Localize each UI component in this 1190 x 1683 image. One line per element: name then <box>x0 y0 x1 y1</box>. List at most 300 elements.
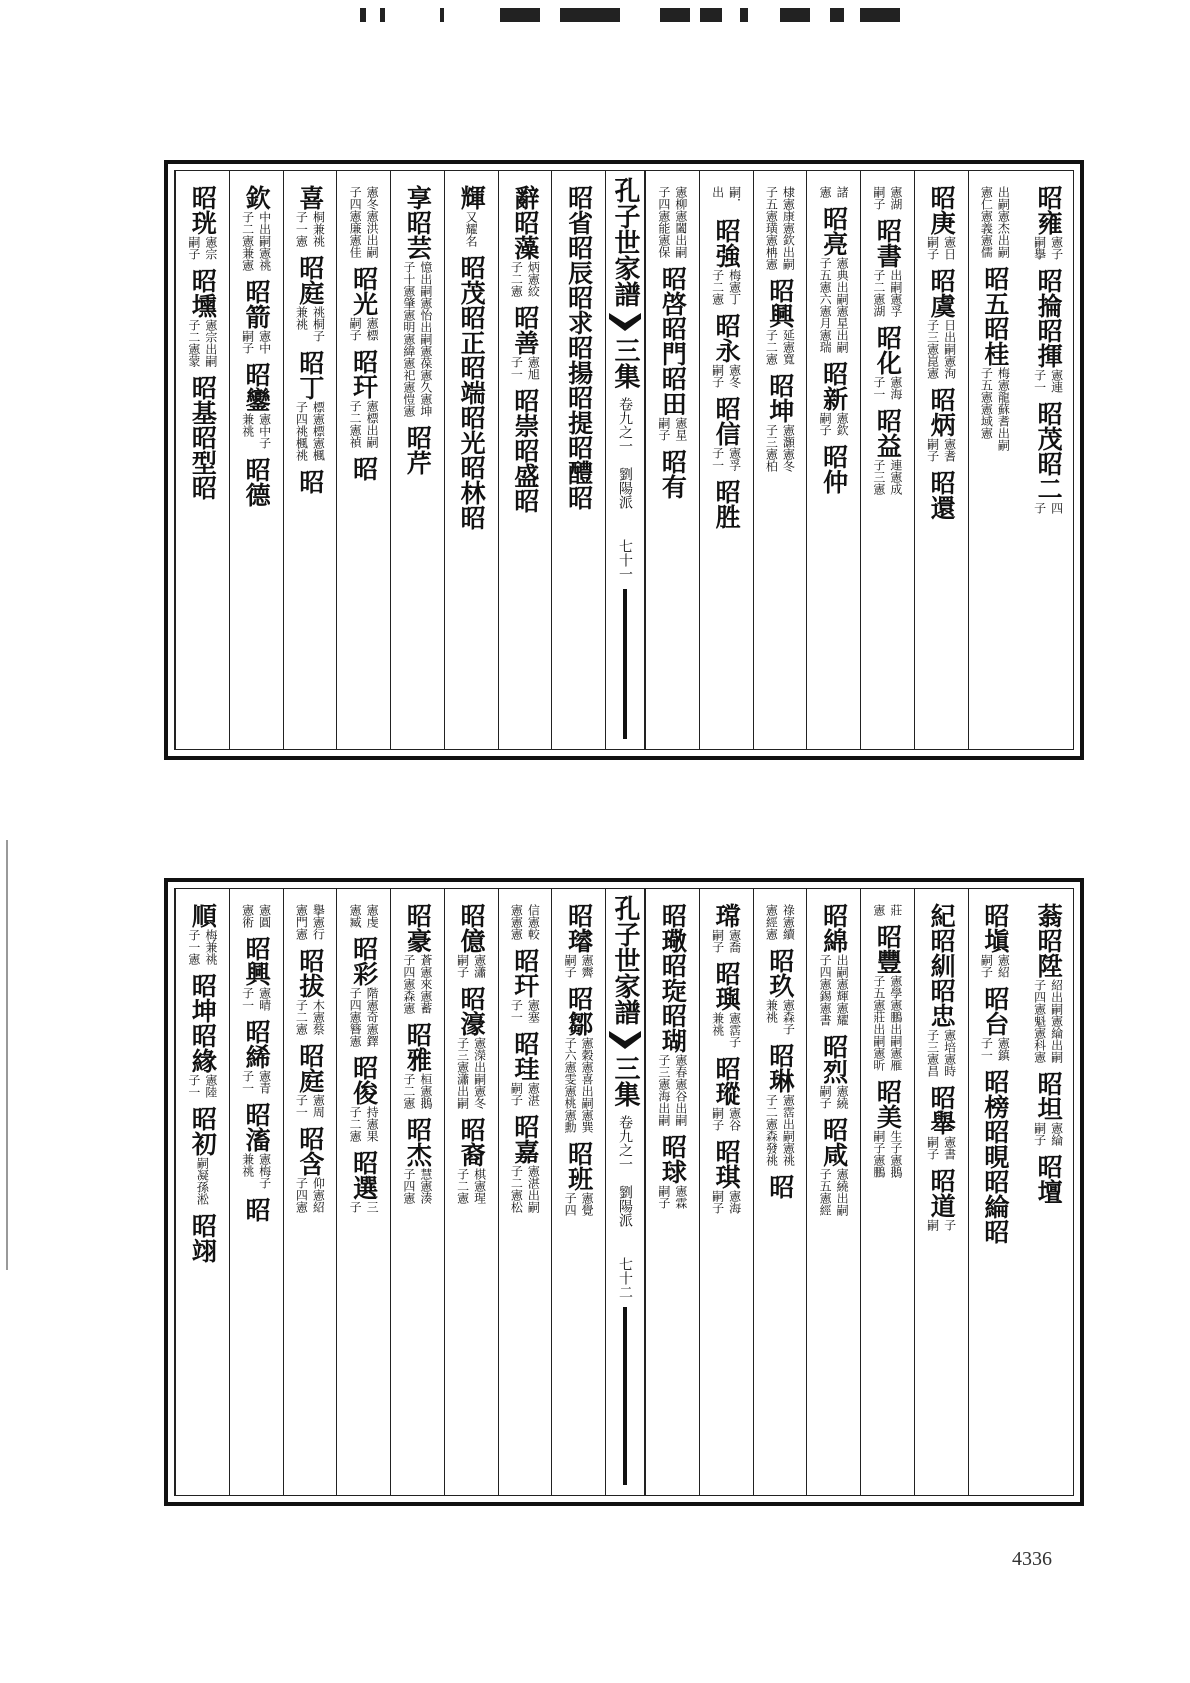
banner-collection: 三集 <box>610 337 640 389</box>
genealogy-entry <box>565 385 593 435</box>
entry-annotation: 憲星 嗣子 <box>656 417 688 441</box>
genealogy-column <box>229 889 283 1495</box>
banner-branch: 劉陽派 <box>617 467 633 509</box>
entry-name: 昭緣 <box>188 1023 218 1073</box>
genealogy-entry <box>402 1022 433 1117</box>
genealogy-entry <box>658 449 686 499</box>
genealogy-entry <box>764 903 795 948</box>
entry-annotation: 憲春憲谷出嗣 子三憲海出嗣 <box>656 1054 688 1126</box>
genealogy-entry <box>241 185 272 279</box>
entry-name: 昭坤 <box>765 373 795 423</box>
entry-name: 昭端 <box>457 355 487 405</box>
genealogy-entry <box>818 903 849 1034</box>
genealogy-entry <box>927 903 955 928</box>
genealogy-entry <box>1033 185 1064 268</box>
entry-annotation: 憲虔 憲臧 <box>348 904 380 928</box>
banner-branch: 劉陽派 <box>617 1185 633 1227</box>
genealogy-column <box>1021 889 1075 1495</box>
top-page-frame <box>164 160 1084 760</box>
genealogy-entry <box>294 903 325 948</box>
genealogy-entry <box>1034 903 1062 928</box>
entry-name: 昭璵 <box>712 961 742 1011</box>
entry-annotation: 階憲奇憲鐸 子四憲簪憲 <box>348 987 380 1047</box>
genealogy-entry <box>348 936 379 1055</box>
genealogy-entry <box>565 335 593 385</box>
entry-name: 昭 <box>510 488 540 513</box>
genealogy-entry <box>348 266 379 349</box>
genealogy-entry <box>242 457 270 507</box>
entry-annotation: 諸 憲 <box>818 186 850 198</box>
entry-annotation: 憲旭 子一 <box>509 356 541 380</box>
entry-annotation: 中出嗣憲祧 子二憲兼憲 <box>240 211 272 271</box>
entry-name: 昭舉 <box>927 1085 957 1135</box>
genealogy-entry <box>187 185 218 268</box>
entry-annotation: 憲冬 嗣子 <box>710 364 742 388</box>
entry-name: 昭掄 <box>1034 268 1064 318</box>
genealogy-entry <box>188 375 216 425</box>
entry-annotation: 憲標 嗣子 <box>348 317 380 341</box>
entry-name: 昭庚 <box>927 185 957 235</box>
entry-name: 昭茂 <box>1034 401 1064 451</box>
entry-annotation: 憲宗 嗣子 <box>186 236 218 260</box>
entry-name: 昭五 <box>980 266 1010 316</box>
genealogy-entry <box>764 948 795 1043</box>
entry-name: 昭道 <box>927 1168 957 1218</box>
entry-name: 昭 <box>765 1174 795 1199</box>
genealogy-entry <box>241 903 272 936</box>
entry-name: 紀 <box>927 903 957 928</box>
entry-name: 享 <box>403 185 433 210</box>
genealogy-entry <box>457 505 485 530</box>
entry-annotation: 延憲寬 子二憲 <box>764 329 796 365</box>
entry-annotation: 梅憲丁 子二憲 <box>710 269 742 305</box>
genealogy-entry <box>565 185 593 235</box>
entry-name: 昭炳 <box>927 387 957 437</box>
banner-folio: 七十二 <box>617 1257 633 1299</box>
entry-annotation: 憲森子 兼祧 <box>764 999 796 1035</box>
entry-annotation: 仰憲紹 子四憲 <box>294 1177 326 1213</box>
genealogy-column <box>806 171 860 749</box>
entry-name: 昭晛 <box>980 1119 1010 1169</box>
genealogy-entry <box>188 1106 216 1213</box>
genealogy-entry <box>457 305 485 355</box>
entry-name: 昭盛 <box>510 438 540 488</box>
entry-annotation: 憲欽 嗣子 <box>818 412 850 436</box>
genealogy-entry <box>563 1141 594 1224</box>
genealogy-entry <box>657 1134 688 1217</box>
genealogy-entry <box>766 1174 794 1199</box>
banner-rule <box>623 589 627 739</box>
genealogy-column <box>806 889 860 1495</box>
genealogy-column <box>229 171 283 749</box>
genealogy-entry <box>926 1085 957 1168</box>
genealogy-column <box>175 171 229 749</box>
entry-name: 昭拔 <box>295 948 325 998</box>
entry-name: 昭珖 <box>188 185 218 235</box>
entry-annotation: 祧桐子 兼祧 <box>294 306 326 342</box>
genealogy-entry <box>818 361 849 444</box>
scan-edge-line <box>6 840 8 1270</box>
genealogy-entry <box>294 185 325 255</box>
entry-annotation: 嗣凝孫淞 <box>195 1157 210 1205</box>
entry-annotation: 憲晴 子一 <box>240 987 272 1011</box>
entry-name: 昭茂 <box>457 255 487 305</box>
genealogy-column <box>699 889 753 1495</box>
banner-folio: 七十一 <box>617 539 633 581</box>
genealogy-entry <box>187 1023 218 1106</box>
entry-annotation: 慧憲湊 子四憲 <box>401 1168 433 1204</box>
entry-annotation: 憲湛 嗣子 <box>509 1082 541 1106</box>
entry-annotation: 蒼憲來憲蓄 子四憲森憲 <box>401 954 433 1014</box>
entry-name: 昭瑽 <box>712 1056 742 1106</box>
spine-banner <box>605 171 645 749</box>
page-number: 4336 <box>1012 1548 1052 1570</box>
entry-name: 昭崇 <box>510 388 540 438</box>
genealogy-entry <box>565 485 593 510</box>
entry-name: 昭二 <box>1034 451 1064 501</box>
entry-name: 昭嘉 <box>510 1114 540 1164</box>
entry-name: 昭信 <box>712 396 742 446</box>
entry-annotation: 生子憲鵝 嗣子憲鵬 <box>871 1130 903 1178</box>
genealogy-column <box>444 171 498 749</box>
genealogy-entry <box>457 255 485 305</box>
genealogy-column <box>645 171 699 749</box>
genealogy-entry <box>979 185 1010 266</box>
entry-name: 昭辰 <box>564 235 594 285</box>
entry-name: 昭庭 <box>295 255 325 305</box>
entry-annotation: 紹出嗣憲綸出嗣 子四憲魁憲科憲 <box>1032 979 1064 1063</box>
entry-annotation: 嗣． 出 <box>710 186 742 210</box>
genealogy-entry <box>818 206 849 361</box>
genealogy-entry <box>511 488 539 513</box>
entry-name: 昭琁 <box>658 953 688 1003</box>
genealogy-column <box>914 171 968 749</box>
entry-name: 昭丁 <box>295 350 325 400</box>
genealogy-column <box>498 889 552 1495</box>
entry-name: 昭鑾 <box>242 362 272 412</box>
entry-name: 昭胜 <box>712 479 742 529</box>
entry-name: 昭基 <box>188 375 218 425</box>
entry-name: 昭藻 <box>510 210 540 260</box>
genealogy-entry <box>457 405 485 455</box>
genealogy-entry <box>872 408 903 503</box>
genealogy-entry <box>1034 401 1062 451</box>
entry-name: 昭興 <box>765 278 795 328</box>
entry-name: 昭坦 <box>1034 1071 1064 1121</box>
genealogy-entry <box>565 235 593 285</box>
entry-name: 昭咸 <box>819 1117 849 1167</box>
entry-annotation: 憲湖 嗣子 <box>871 186 903 210</box>
entry-annotation: 憲梅子 兼祧 <box>240 1153 272 1189</box>
entry-name: 昭班 <box>564 1141 594 1191</box>
genealogy-column <box>860 889 914 1495</box>
spine-banner <box>605 889 645 1495</box>
genealogy-column <box>175 889 229 1495</box>
entry-annotation: 憲灝憲冬 子三憲柏 <box>764 424 796 472</box>
entry-annotation: 憲霑出嗣憲祧 子二憲森發祧 <box>764 1094 796 1166</box>
entry-name: 昭琳 <box>765 1043 795 1093</box>
entry-name: 昭玕 <box>510 948 540 998</box>
entry-name: 昭綿 <box>819 903 849 953</box>
genealogy-entry <box>658 266 686 316</box>
genealogy-entry <box>402 210 433 425</box>
genealogy-entry <box>456 903 487 986</box>
entry-annotation: 標憲標憲楓 子四祧楓祧 <box>294 401 326 461</box>
entry-name: 昭忠 <box>927 978 957 1028</box>
entry-name: 昭璥 <box>658 903 688 953</box>
entry-name: 昭 <box>349 456 379 481</box>
entry-name: 昭林 <box>457 455 487 505</box>
genealogy-entry <box>979 903 1010 986</box>
genealogy-entry <box>294 1126 325 1221</box>
entry-name: 昭揮 <box>1034 318 1064 368</box>
entry-annotation: 憲海 嗣子 <box>710 1190 742 1214</box>
genealogy-column <box>551 889 605 1495</box>
entry-annotation: 憲中子 兼祧 <box>240 413 272 449</box>
entry-name: 昭台 <box>980 986 1010 1036</box>
entry-name: 昭初 <box>188 1106 218 1156</box>
genealogy-entry <box>348 903 379 936</box>
entry-annotation: 憲中 嗣子 <box>240 330 272 354</box>
genealogy-entry <box>1033 451 1064 522</box>
entry-annotation: 憲圓 憲術 <box>240 904 272 928</box>
genealogy-column <box>1021 171 1075 749</box>
genealogy-entry <box>188 973 216 1023</box>
genealogy-column <box>283 889 337 1495</box>
entry-name: 昭有 <box>658 449 688 499</box>
entry-name: 昭瑚 <box>658 1003 688 1053</box>
entry-annotation: 憲青 子一 <box>240 1070 272 1094</box>
genealogy-entry <box>563 986 594 1141</box>
genealogy-entry <box>350 456 378 481</box>
entry-name: 昭芸 <box>403 210 433 260</box>
entry-name: 昭琪 <box>712 1139 742 1189</box>
entry-name: 輝 <box>457 185 487 210</box>
genealogy-entry <box>509 1031 540 1114</box>
genealogy-entry <box>565 435 593 485</box>
entry-annotation: 憲冬憲洪出嗣 子四憲廉憲佳 <box>348 186 380 258</box>
genealogy-entry <box>509 1114 540 1221</box>
entry-annotation: 四 子 <box>1032 502 1064 514</box>
entry-name: 昭永 <box>712 313 742 363</box>
banner-volume: 卷九之一 <box>617 397 633 453</box>
entry-annotation: 憲海 子一 <box>871 376 903 400</box>
genealogy-entry <box>565 285 593 335</box>
entry-name: 昭型 <box>188 425 218 475</box>
entry-name: 昭玖 <box>765 948 795 998</box>
genealogy-column <box>551 171 605 749</box>
entry-name: 昭璿 <box>564 903 594 953</box>
entry-annotation: 憲連 子一 <box>1032 369 1064 393</box>
entry-name: 昭庭 <box>295 1043 325 1093</box>
entry-annotation: 憲標出嗣 子二憲禎 <box>348 400 380 448</box>
genealogy-entry <box>711 1139 742 1222</box>
entry-name: 昭箭 <box>242 279 272 329</box>
entry-name: 昭豐 <box>873 924 903 974</box>
banner-volume: 卷九之一 <box>617 1115 633 1171</box>
entry-annotation: 憲子 嗣擧 <box>1032 236 1064 260</box>
fishtail-mark-icon <box>607 1029 643 1051</box>
genealogy-entry <box>294 948 325 1043</box>
genealogy-column <box>968 889 1022 1495</box>
genealogy-entry <box>456 1117 487 1212</box>
entry-annotation: 出嗣憲杰出嗣 憲仁憲義憲儒 <box>979 186 1011 258</box>
entry-name: 昭坤 <box>188 973 218 1023</box>
entry-name: 昭珪 <box>510 1031 540 1081</box>
entry-annotation: 桓憲鵝 子二憲 <box>401 1073 433 1109</box>
entry-name: 昭俊 <box>349 1055 379 1105</box>
entry-name: 昭陞 <box>1034 928 1064 978</box>
entry-name: 昭啓 <box>658 266 688 316</box>
genealogy-entry <box>872 903 903 924</box>
genealogy-entry <box>402 1117 433 1212</box>
top-edge-marks <box>360 8 920 24</box>
genealogy-entry <box>658 316 686 366</box>
banner-title: 孔子世家譜 <box>610 177 640 307</box>
entry-annotation: 憲繞 嗣子 <box>818 1085 850 1109</box>
entry-name: 昭虞 <box>927 268 957 318</box>
genealogy-entry <box>764 278 795 373</box>
genealogy-entry <box>927 470 955 520</box>
entry-annotation: 憲學憲鵬出嗣憲雁 子五憲莊出嗣憲昕 <box>871 975 903 1071</box>
entry-annotation: 祿憲續 憲經憲 <box>764 904 796 940</box>
genealogy-entry <box>711 313 742 396</box>
genealogy-entry <box>764 1043 795 1174</box>
genealogy-entry <box>981 1169 1009 1219</box>
genealogy-entry <box>296 469 324 494</box>
genealogy-entry <box>820 444 848 494</box>
entry-annotation: 連憲成 子三憲 <box>871 459 903 495</box>
entry-annotation: 出嗣憲孚 子二憲湖 <box>871 269 903 317</box>
entry-name: 昭新 <box>819 361 849 411</box>
entry-name: 昭還 <box>927 470 957 520</box>
entry-annotation: 憲塞 子一 <box>509 999 541 1023</box>
entry-annotation: 持憲果 子二憲 <box>348 1106 380 1142</box>
genealogy-entry <box>403 425 431 475</box>
entry-annotation: 憲覺 子四 <box>563 1192 595 1216</box>
genealogy-entry <box>1033 928 1064 1071</box>
entry-name: 昭求 <box>564 285 594 335</box>
entry-name: 昭提 <box>564 385 594 435</box>
genealogy-entry <box>1033 318 1064 401</box>
entry-name: 昭正 <box>457 305 487 355</box>
entry-annotation: 憲柳憲闔出嗣 子四憲能憲保 <box>656 186 688 258</box>
bottom-page-frame <box>164 878 1084 1506</box>
entry-annotation: 憲典出嗣憲星出嗣 子五憲六憲月憲瑞 <box>818 257 850 353</box>
genealogy-entry <box>764 185 795 278</box>
entry-name: 瑺 <box>712 903 742 928</box>
genealogy-entry <box>818 1034 849 1117</box>
genealogy-entry <box>511 185 539 210</box>
genealogy-entry <box>294 255 325 350</box>
genealogy-entry <box>981 1069 1009 1119</box>
genealogy-column <box>753 889 807 1495</box>
genealogy-entry <box>979 986 1010 1069</box>
entry-annotation: 棋憲瑆 子二憲 <box>455 1168 487 1204</box>
entry-name: 昭德 <box>242 457 272 507</box>
entry-name: 昭善 <box>510 305 540 355</box>
entry-name: 昭 <box>242 1197 272 1222</box>
genealogy-entry <box>657 1003 688 1134</box>
entry-name: 昭烈 <box>819 1034 849 1084</box>
entry-name: 昭壇 <box>1034 1154 1064 1204</box>
entry-name: 昭鄒 <box>564 986 594 1036</box>
entry-name: 昭芹 <box>403 425 433 475</box>
genealogy-entry <box>872 1079 903 1186</box>
genealogy-entry <box>1033 1071 1064 1154</box>
entry-name: 昭 <box>564 485 594 510</box>
entry-annotation: 憲穀憲喜出嗣憲巽 子六憲雯憲桃憲勳 <box>563 1037 595 1133</box>
entry-annotation: 桐兼祧 子一憲 <box>294 211 326 247</box>
entry-name: 昭球 <box>658 1134 688 1184</box>
entry-name: 昭榜 <box>980 1069 1010 1119</box>
genealogy-entry <box>818 185 849 206</box>
entry-name: 昭 <box>980 1219 1010 1244</box>
genealogy-column <box>968 171 1022 749</box>
entry-name: 昭 <box>457 505 487 530</box>
entry-name: 昭壎 <box>188 268 218 318</box>
entry-name: 昭仲 <box>819 444 849 494</box>
genealogy-entry <box>348 185 379 266</box>
genealogy-entry <box>457 455 485 505</box>
entry-name: 昭光 <box>457 405 487 455</box>
genealogy-column <box>336 171 390 749</box>
entry-name: 昭彩 <box>349 936 379 986</box>
genealogy-entry <box>711 185 742 218</box>
banner-title: 孔子世家譜 <box>610 895 640 1025</box>
genealogy-column <box>390 171 444 749</box>
genealogy-entry <box>711 903 742 961</box>
entry-annotation: 又耀名 <box>464 211 479 247</box>
entry-name: 昭興 <box>242 936 272 986</box>
entry-name: 昭杰 <box>403 1117 433 1167</box>
genealogy-entry <box>348 349 379 456</box>
genealogy-entry <box>1034 1154 1062 1204</box>
genealogy-entry <box>402 903 433 1022</box>
entry-annotation: 憲霑子 兼祧 <box>710 1012 742 1048</box>
entry-annotation: 擧憲行 憲門憲 <box>294 904 326 940</box>
entry-annotation: 憲喬 嗣子 <box>710 929 742 953</box>
genealogy-entry <box>926 185 957 268</box>
genealogy-entry <box>711 1056 742 1139</box>
entry-name: 昭亮 <box>819 206 849 256</box>
entry-name: 昭書 <box>873 218 903 268</box>
entry-annotation: 憲霽 嗣子 <box>563 954 595 978</box>
banner-collection: 三集 <box>610 1055 640 1107</box>
genealogy-entry <box>981 266 1009 316</box>
genealogy-entry <box>457 185 485 255</box>
genealogy-entry <box>348 1150 379 1221</box>
genealogy-column <box>860 171 914 749</box>
genealogy-entry <box>657 366 688 449</box>
entry-name: 昭雅 <box>403 1022 433 1072</box>
genealogy-entry <box>511 438 539 488</box>
genealogy-entry <box>926 387 957 470</box>
genealogy-entry <box>981 1119 1009 1169</box>
entry-name: 蓊 <box>1034 903 1064 928</box>
entry-annotation: 憲宗出嗣 子二憲蒙 <box>186 319 218 367</box>
entry-name: 昭翊 <box>188 1213 218 1263</box>
genealogy-entry <box>511 388 539 438</box>
entry-name: 昭紃 <box>927 928 957 978</box>
entry-annotation: 梅憲龍蘇耆出嗣 子五憲憲域憲 <box>979 367 1011 451</box>
genealogy-column <box>645 889 699 1495</box>
entry-name: 昭塡 <box>980 903 1010 953</box>
entry-annotation: 憲培憲時 子三憲昌 <box>925 1029 957 1077</box>
genealogy-column <box>390 889 444 1495</box>
genealogy-entry <box>563 903 594 986</box>
entry-annotation: 憲日 嗣子 <box>925 236 957 260</box>
